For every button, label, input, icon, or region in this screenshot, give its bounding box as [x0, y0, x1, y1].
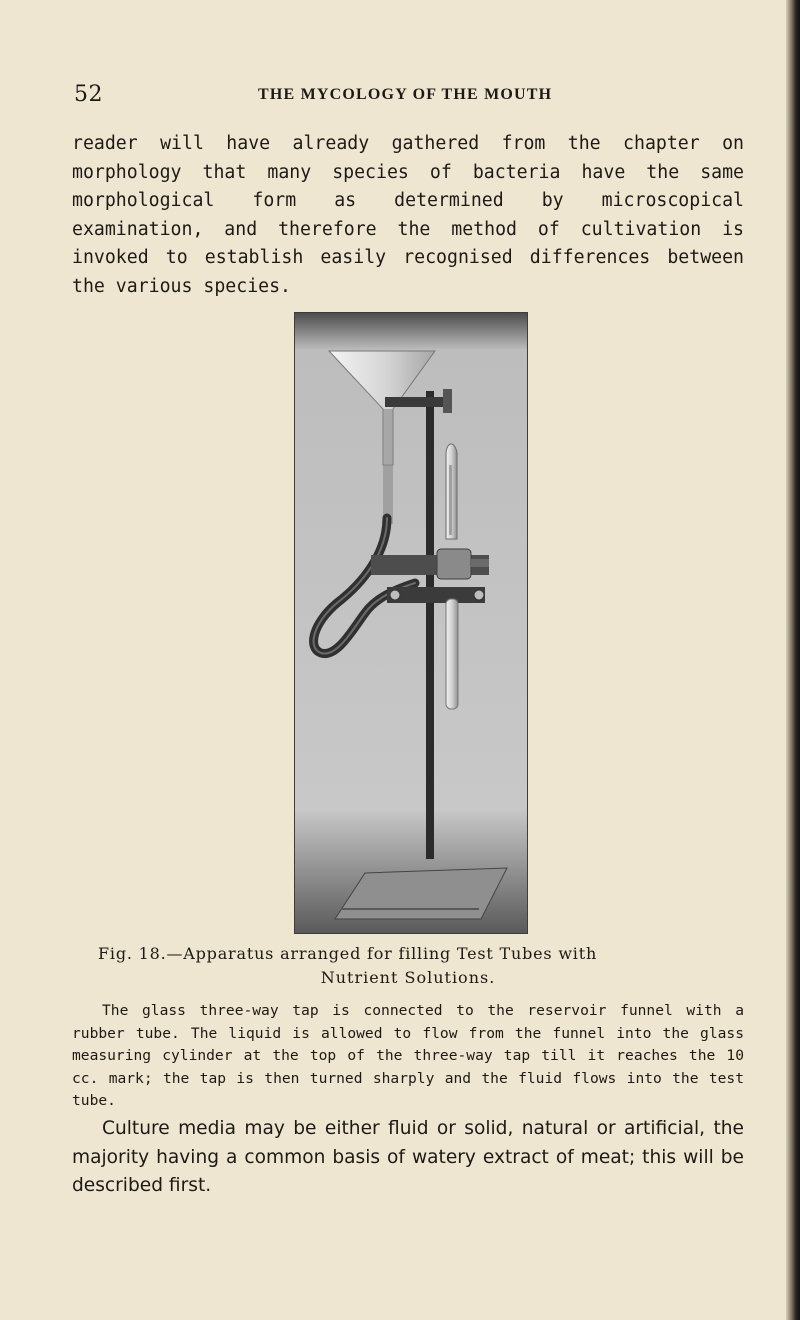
clamp-knob-left [390, 590, 400, 600]
running-title: THE MYCOLOGY OF THE MOUTH [258, 86, 553, 103]
page-edge-shadow [786, 0, 800, 1320]
funnel-stem [383, 409, 393, 524]
final-paragraph: Culture media may be either fluid or solid, natural or artificial, the majority having a common basis of watery extract of meat; this will be described first. [72, 1118, 744, 1197]
funnel-clamp-arm [385, 397, 449, 407]
tap-handle [471, 559, 489, 567]
intro-paragraph: reader will have already gathered from the chapter on morphology that many species of bacteria have the same morphological form as determined by microscopical examination, and therefore the method of cultivation is invoked to establish easily recognised differences between the various species. [72, 133, 744, 297]
measuring-cylinder-scale [449, 465, 452, 535]
caption-line-2: Nutrient Solutions. [320, 968, 496, 987]
test-tube [446, 599, 458, 709]
funnel-clamp-screw [443, 389, 452, 413]
retort-stand-rod [426, 391, 434, 859]
clamp-knob-right [474, 590, 484, 600]
figure-caption [98, 942, 718, 990]
page-number: 52 [74, 82, 103, 107]
apparatus-figure [294, 312, 528, 934]
page-header [0, 82, 800, 112]
figure-note: The glass three-way tap is connected to the reservoir funnel with a rubber tube. The liquid is allowed to flow from the funnel into the glass measuring cylinder at the top of the three-way tap till it reaches the 10 cc. mark; the tap is then turned sharply and the fluid flows into the test tube. [72, 1002, 744, 1109]
caption-line-1: Fig. 18.—Apparatus arranged for filling Test Tubes with [98, 944, 598, 963]
test-tube-clamp [387, 587, 485, 603]
apparatus-illustration [295, 313, 527, 933]
three-way-tap [437, 549, 471, 579]
